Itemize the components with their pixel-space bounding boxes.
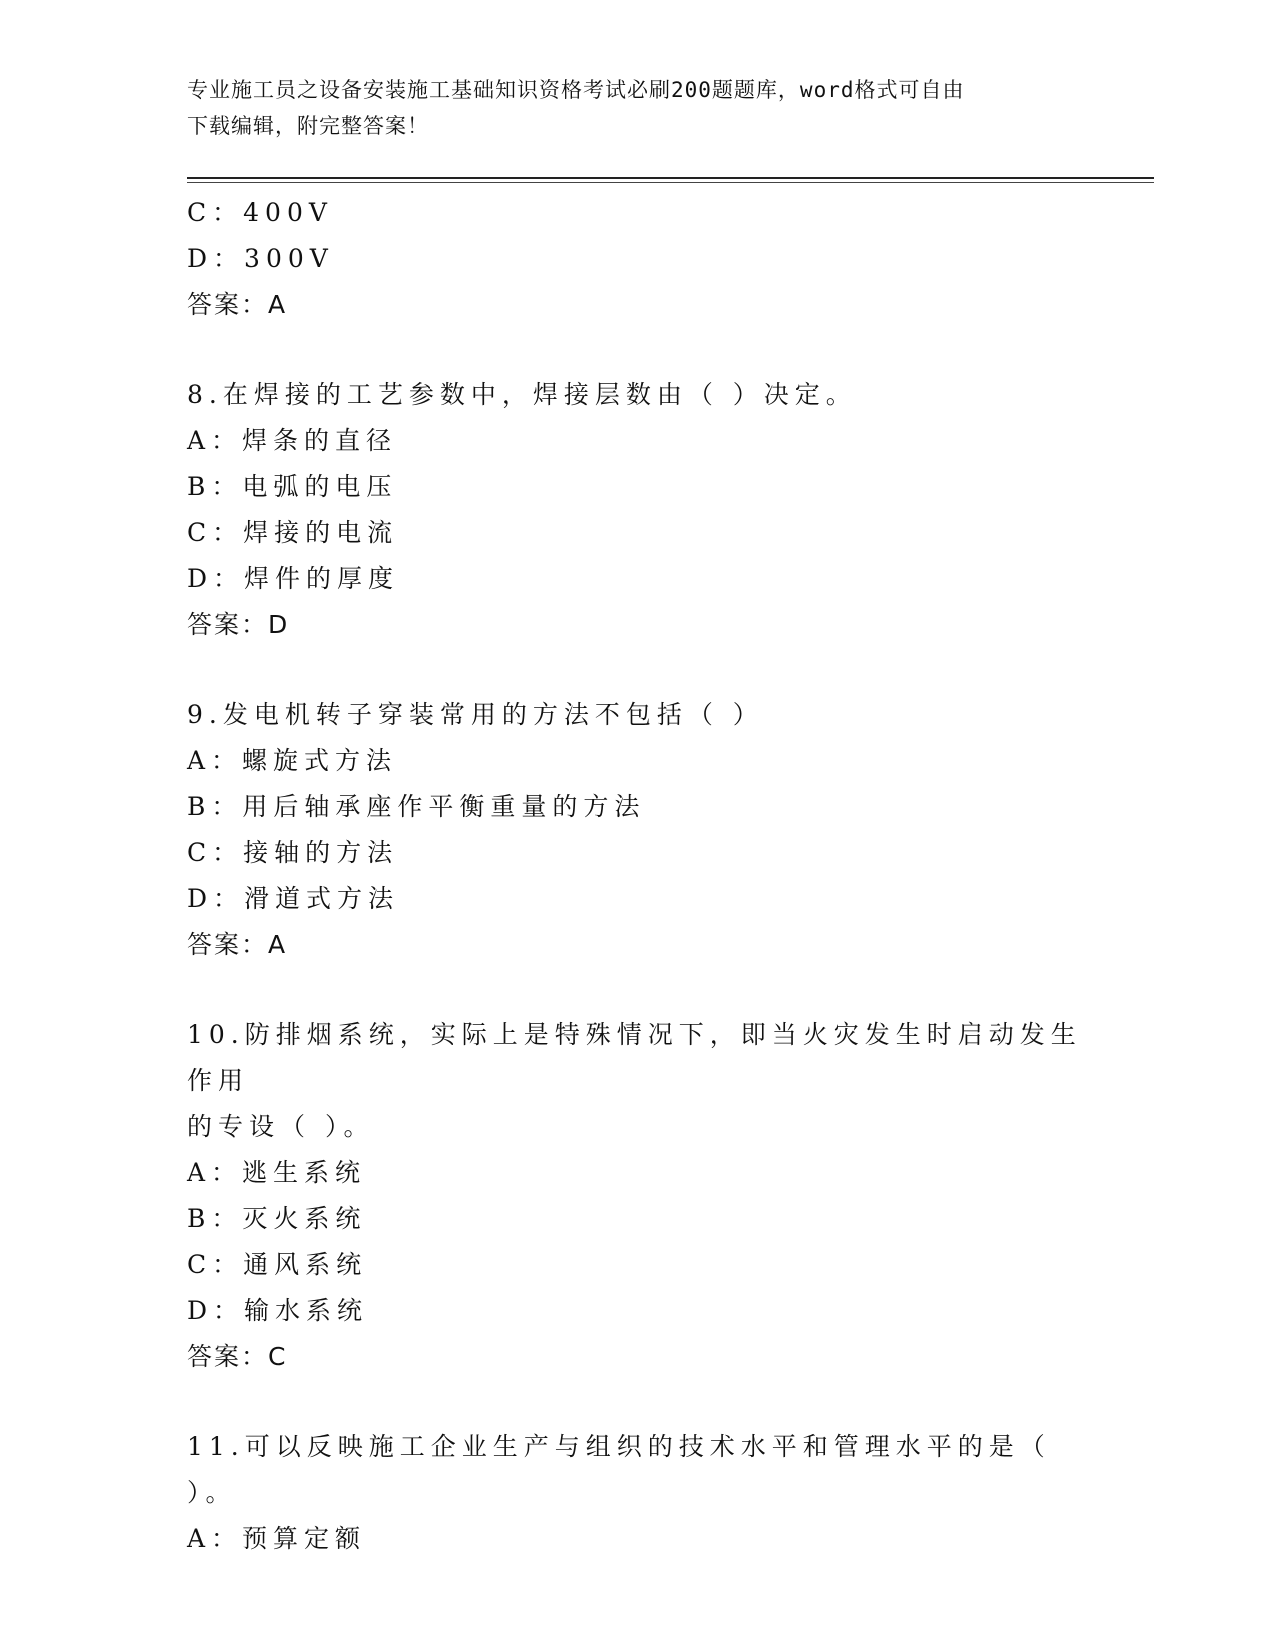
option-d: D：滑道式方法 [187, 884, 400, 913]
question-text-line1: 10.防排烟系统，实际上是特殊情况下，即当火灾发生时启动发生作用 [187, 1020, 1082, 1095]
option-a: A：逃生系统 [187, 1158, 367, 1187]
question-text: 9.发电机转子穿装常用的方法不包括（ ） [187, 700, 764, 729]
option-a: A：预算定额 [187, 1524, 367, 1553]
spacer [187, 1380, 1087, 1424]
spacer [187, 328, 1087, 372]
answer-line: 答案：A [187, 290, 288, 319]
answer-line: 答案：A [187, 930, 288, 959]
question-9 [187, 692, 1087, 968]
option-b: B：电弧的电压 [187, 472, 398, 501]
option-c: C：400V [187, 198, 333, 227]
option-c: C：焊接的电流 [187, 518, 399, 547]
option-c: C：接轴的方法 [187, 838, 399, 867]
option-a: A：螺旋式方法 [187, 746, 398, 775]
header-title-line2: 下载编辑，附完整答案！ [187, 114, 429, 138]
option-b: B：用后轴承座作平衡重量的方法 [187, 792, 646, 821]
answer-line: 答案：D [187, 610, 290, 639]
option-b: B：灭火系统 [187, 1204, 367, 1233]
question-text: 8.在焊接的工艺参数中，焊接层数由（ ）决定。 [187, 380, 857, 409]
document-body [187, 190, 1087, 1562]
spacer [187, 968, 1087, 1012]
spacer [187, 648, 1087, 692]
option-a: A：焊条的直径 [187, 426, 398, 455]
question-8 [187, 372, 1087, 648]
header-title-line1: 专业施工员之设备安装施工基础知识资格考试必刷200题题库，word格式可自由 [187, 78, 965, 102]
question-fragment [187, 190, 1087, 328]
question-11 [187, 1424, 1087, 1562]
option-d: D：300V [187, 244, 334, 273]
question-10 [187, 1012, 1087, 1380]
option-c: C：通风系统 [187, 1250, 368, 1279]
header-divider-thin [187, 182, 1154, 183]
answer-line: 答案：C [187, 1342, 288, 1371]
option-d: D：焊件的厚度 [187, 564, 400, 593]
question-text-line2: 的专设（ ）。 [187, 1112, 375, 1141]
option-d: D：输水系统 [187, 1296, 369, 1325]
document-header [187, 72, 1087, 144]
header-divider-thick [187, 177, 1154, 179]
question-text: 11.可以反映施工企业生产与组织的技术水平和管理水平的是（ ）。 [187, 1432, 1051, 1507]
